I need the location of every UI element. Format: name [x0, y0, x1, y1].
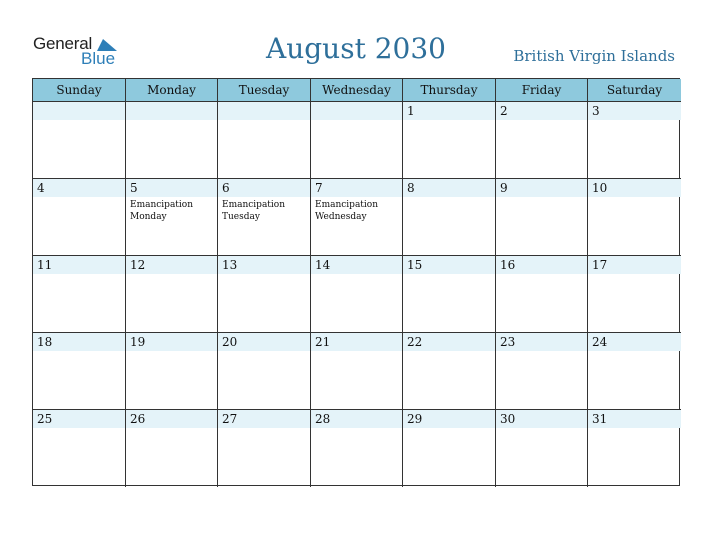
day-number: 7	[315, 181, 323, 195]
day-cell[interactable]	[403, 102, 496, 179]
page-title: August 2030	[266, 32, 446, 65]
day-cell[interactable]	[403, 179, 496, 256]
day-number-band	[403, 102, 495, 120]
day-cell[interactable]	[403, 256, 496, 333]
day-number-band	[311, 333, 402, 351]
day-number: 21	[315, 335, 331, 349]
weekday-header: Wednesday	[311, 79, 403, 102]
day-number-band	[126, 102, 217, 120]
day-number-band	[33, 102, 125, 120]
day-cell[interactable]	[218, 410, 311, 487]
day-number: 5	[130, 181, 138, 195]
day-number-band	[311, 102, 402, 120]
weekday-header: Friday	[496, 79, 588, 102]
day-number: 20	[222, 335, 238, 349]
day-number-band	[588, 410, 681, 428]
weekday-header: Saturday	[588, 79, 681, 102]
day-number-band	[126, 179, 217, 197]
day-number: 19	[130, 335, 146, 349]
day-number: 15	[407, 258, 423, 272]
day-cell[interactable]	[33, 102, 126, 179]
holiday-label: Emancipation Tuesday	[222, 200, 286, 222]
country-label: British Virgin Islands	[513, 47, 675, 65]
day-number: 22	[407, 335, 423, 349]
day-cell[interactable]	[33, 333, 126, 410]
day-cell[interactable]	[33, 256, 126, 333]
day-cell[interactable]	[126, 333, 218, 410]
day-cell[interactable]	[218, 179, 311, 256]
day-number-band	[403, 256, 495, 274]
day-number-band	[496, 179, 587, 197]
day-cell[interactable]	[218, 102, 311, 179]
day-number-band	[33, 256, 125, 274]
day-cell[interactable]	[33, 179, 126, 256]
day-number-band	[588, 333, 681, 351]
day-cell[interactable]	[311, 102, 403, 179]
day-number-band	[218, 256, 310, 274]
day-number-band	[33, 410, 125, 428]
day-number: 18	[37, 335, 53, 349]
holiday-label: Emancipation Monday	[130, 200, 194, 222]
day-number: 9	[500, 181, 508, 195]
day-cell[interactable]	[311, 333, 403, 410]
day-number: 24	[592, 335, 608, 349]
day-cell[interactable]	[496, 256, 588, 333]
day-number: 11	[37, 258, 53, 272]
day-number: 27	[222, 412, 238, 426]
day-number-band	[403, 179, 495, 197]
day-cell[interactable]	[33, 410, 126, 487]
day-number-band	[403, 410, 495, 428]
weekday-header: Tuesday	[218, 79, 311, 102]
day-number-band	[311, 179, 402, 197]
day-cell[interactable]	[126, 256, 218, 333]
weekday-header: Monday	[126, 79, 218, 102]
day-number-band	[218, 179, 310, 197]
day-cell[interactable]	[588, 102, 681, 179]
day-cell[interactable]	[588, 410, 681, 487]
day-number: 10	[592, 181, 608, 195]
day-number-band	[588, 102, 681, 120]
weekday-header: Sunday	[33, 79, 126, 102]
day-number: 23	[500, 335, 516, 349]
logo-text-blue: Blue	[81, 49, 116, 68]
day-number-band	[403, 333, 495, 351]
day-cell[interactable]	[311, 256, 403, 333]
logo-text-general: General	[33, 34, 93, 53]
calendar-grid	[32, 78, 680, 486]
day-number: 13	[222, 258, 238, 272]
day-number-band	[311, 410, 402, 428]
day-cell[interactable]	[126, 102, 218, 179]
day-number: 6	[222, 181, 230, 195]
day-number: 3	[592, 104, 600, 118]
day-number-band	[496, 256, 587, 274]
day-number-band	[311, 256, 402, 274]
day-cell[interactable]	[496, 179, 588, 256]
day-number: 4	[37, 181, 45, 195]
day-cell[interactable]	[588, 179, 681, 256]
day-number: 16	[500, 258, 516, 272]
day-number: 29	[407, 412, 423, 426]
day-number-band	[126, 333, 217, 351]
day-number-band	[496, 333, 587, 351]
day-number-band	[33, 179, 125, 197]
day-cell[interactable]	[126, 410, 218, 487]
day-number-band	[218, 333, 310, 351]
day-number-band	[218, 102, 310, 120]
day-number: 2	[500, 104, 508, 118]
day-number: 25	[37, 412, 53, 426]
day-cell[interactable]	[496, 102, 588, 179]
day-number: 14	[315, 258, 331, 272]
day-cell[interactable]	[496, 333, 588, 410]
day-number: 12	[130, 258, 146, 272]
day-cell[interactable]	[496, 410, 588, 487]
holiday-label: Emancipation Wednesday	[315, 200, 379, 222]
day-number-band	[496, 410, 587, 428]
day-number: 1	[407, 104, 415, 118]
day-cell[interactable]	[311, 410, 403, 487]
day-cell[interactable]	[403, 410, 496, 487]
day-number-band	[126, 256, 217, 274]
day-number-band	[218, 410, 310, 428]
day-number-band	[588, 179, 681, 197]
day-number: 17	[592, 258, 608, 272]
day-number-band	[496, 102, 587, 120]
day-number-band	[588, 256, 681, 274]
day-cell[interactable]	[126, 179, 218, 256]
day-number: 28	[315, 412, 331, 426]
day-number-band	[126, 410, 217, 428]
day-number-band	[33, 333, 125, 351]
day-number: 8	[407, 181, 415, 195]
day-number: 30	[500, 412, 516, 426]
day-cell[interactable]	[588, 333, 681, 410]
day-cell[interactable]	[218, 256, 311, 333]
day-cell[interactable]	[311, 179, 403, 256]
weekday-header: Thursday	[403, 79, 496, 102]
day-cell[interactable]	[588, 256, 681, 333]
day-cell[interactable]	[403, 333, 496, 410]
day-cell[interactable]	[218, 333, 311, 410]
day-number: 26	[130, 412, 146, 426]
day-number: 31	[592, 412, 608, 426]
